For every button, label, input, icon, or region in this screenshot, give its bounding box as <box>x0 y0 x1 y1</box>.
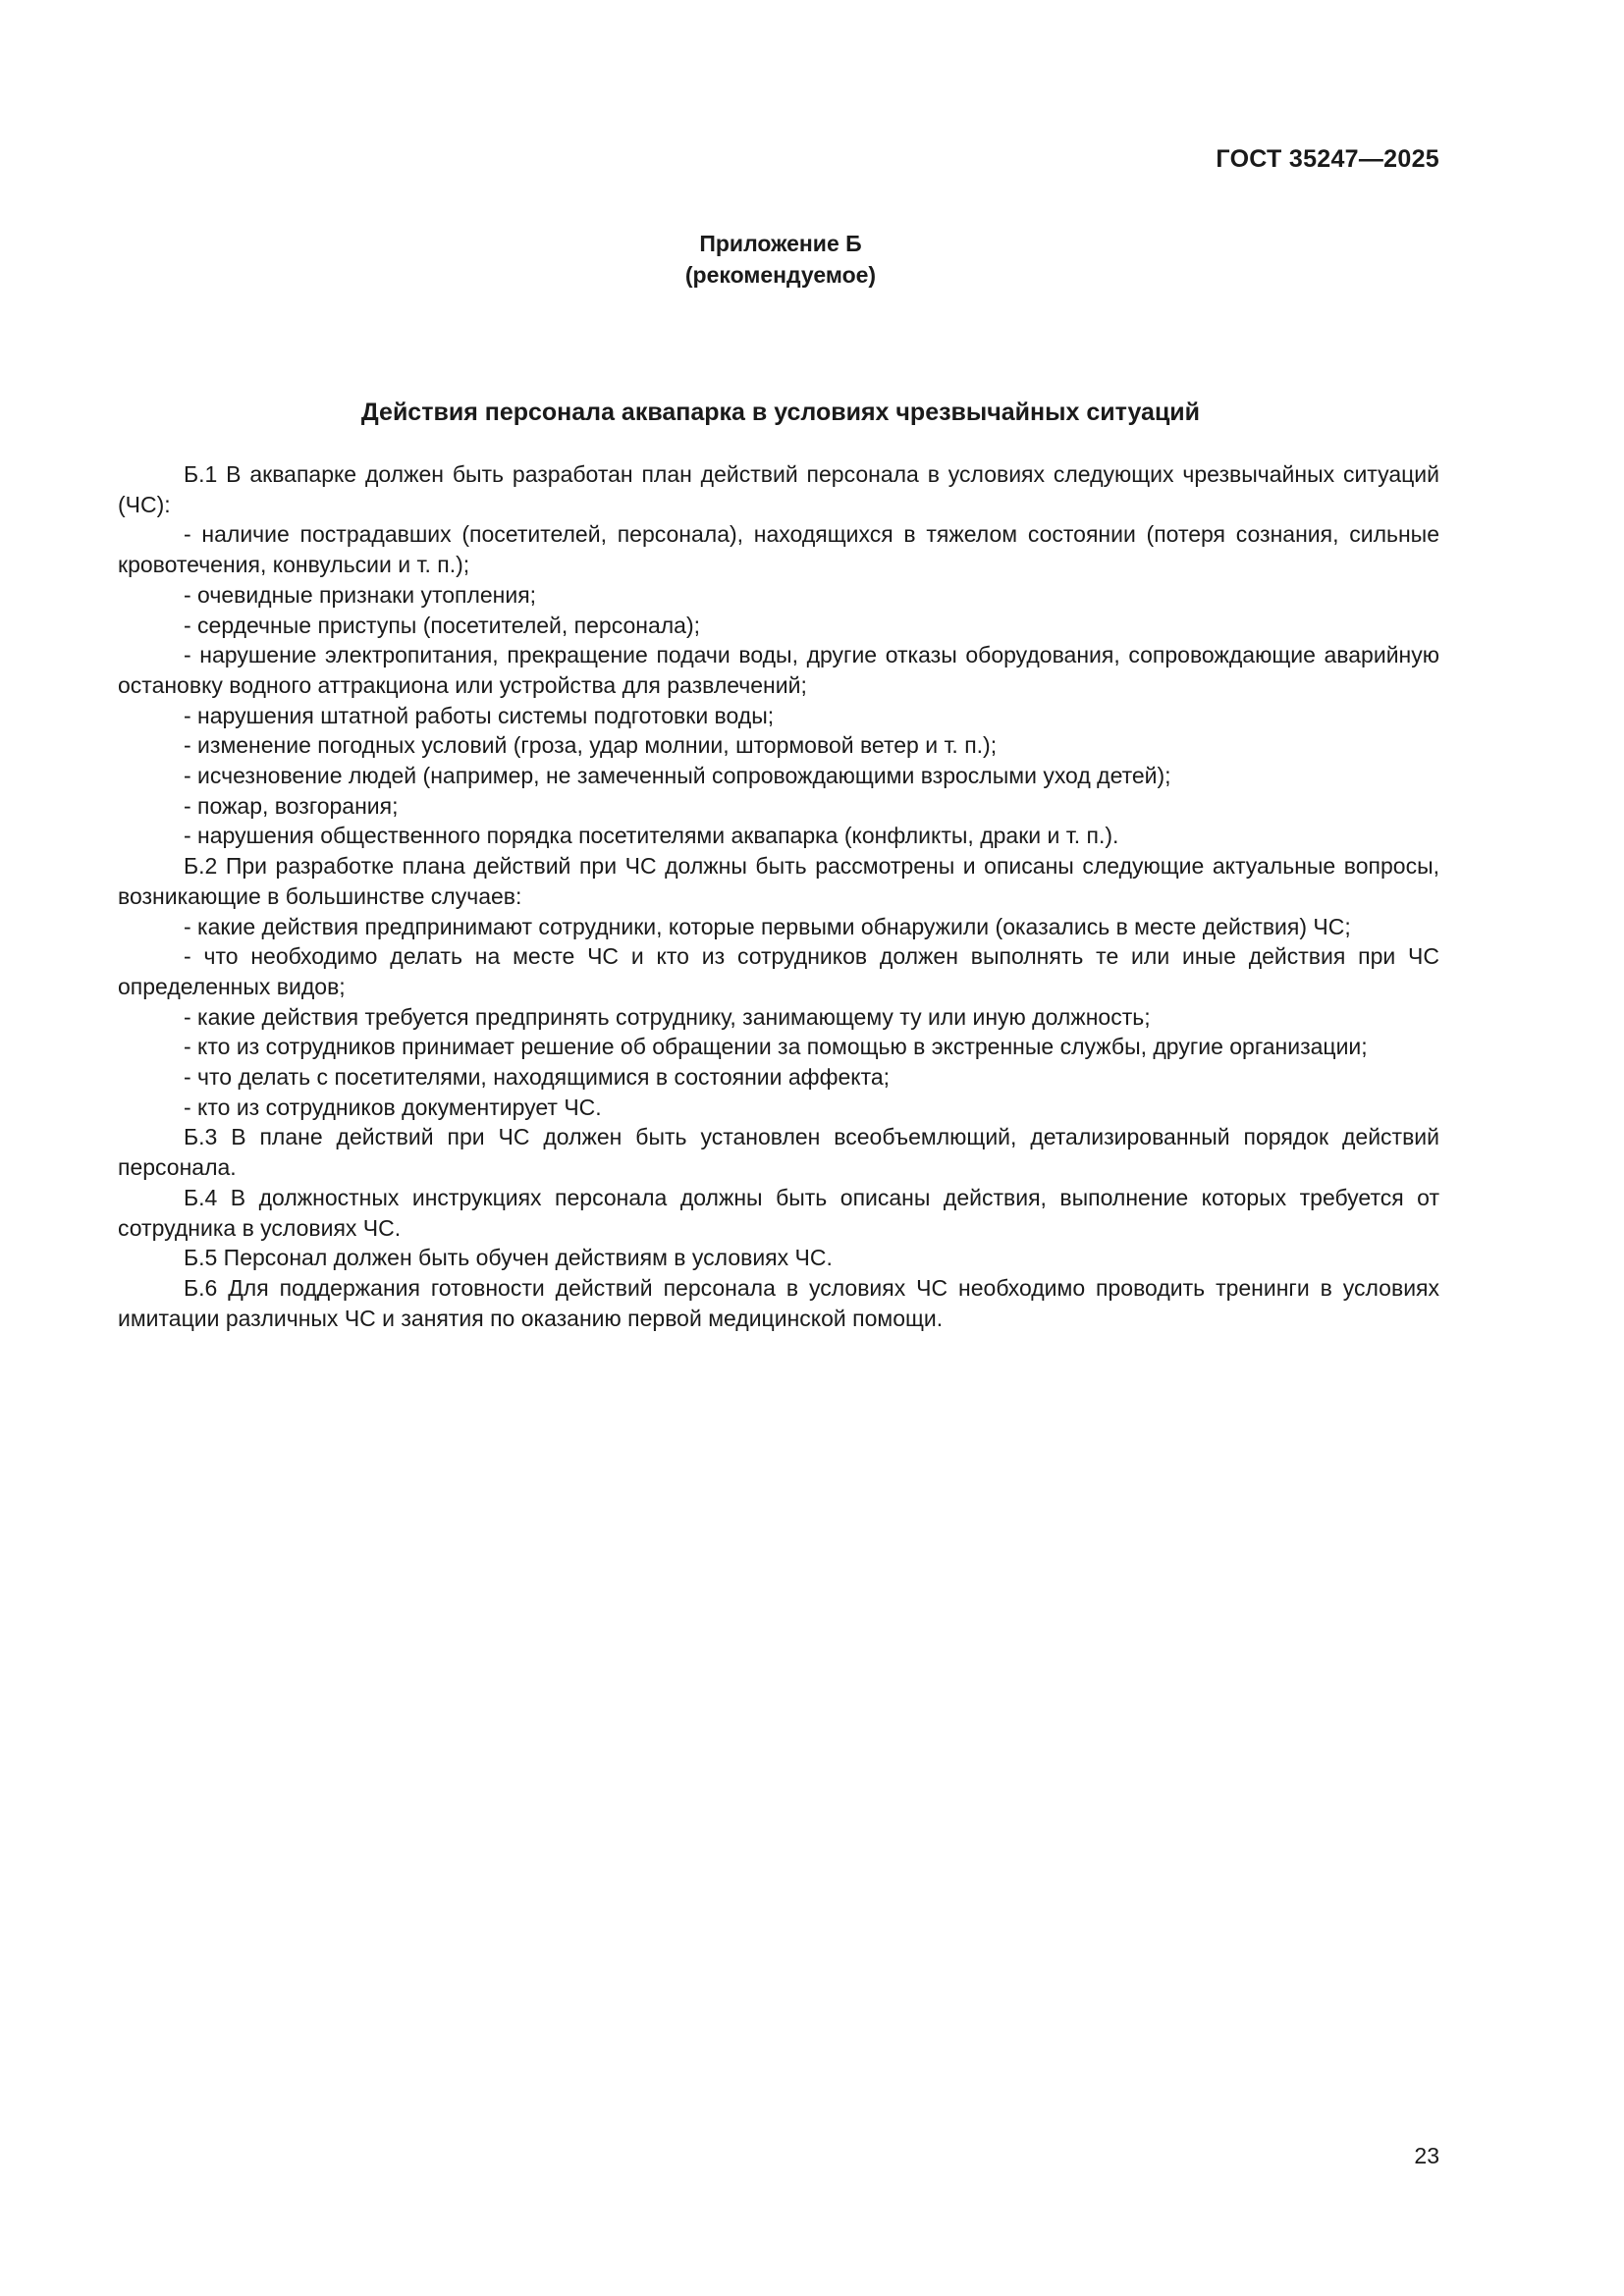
paragraph-b6: Б.6 Для поддержания готовности действий персонала в условиях ЧС необходимо проводить тренинги в условиях имитации различных ЧС и занятия по оказанию первой медицинской помощи. <box>118 1274 1439 1331</box>
list-item: - очевидные признаки утопления; <box>184 581 537 608</box>
page-number: 23 <box>1414 2143 1439 2168</box>
list-item: - кто из сотрудников принимает решение об обращении за помощью в экстренные службы, другие организации; <box>184 1034 1368 1060</box>
body-text <box>118 459 1439 1333</box>
paragraph-b2: Б.2 При разработке плана действий при ЧС должны быть рассмотрены и описаны следующие актуальные вопросы, возникающие в большинстве случаев: <box>118 853 1439 909</box>
list-item: - наличие пострадавших (посетителей, персонала), находящихся в тяжелом состоянии (потеря сознания, сильные кровотечения, конвульсии и т. п.); <box>118 521 1439 578</box>
list-item: - нарушения общественного порядка посетителями аквапарка (конфликты, драки и т. п.). <box>184 823 1119 849</box>
paragraph-b3: Б.3 В плане действий при ЧС должен быть установлен всеобъемлющий, детализированный порядок действий персонала. <box>118 1124 1439 1181</box>
list-item: - какие действия требуется предпринять сотруднику, занимающему ту или иную должность; <box>184 1003 1151 1030</box>
annex-type: (рекомендуемое) <box>684 262 877 288</box>
list-item: - нарушение электропитания, прекращение подачи воды, другие отказы оборудования, сопровождающие аварийную остановку водного аттракциона или устройства для развлечений; <box>118 642 1439 698</box>
annex-name: Приложение Б <box>699 231 862 256</box>
document-code: ГОСТ 35247—2025 <box>1216 145 1439 173</box>
list-item: - сердечные приступы (посетителей, персонала); <box>184 612 701 638</box>
paragraph-b4: Б.4 В должностных инструкциях персонала должны быть описаны действия, выполнение которых требуется от сотрудника в условиях ЧС. <box>118 1184 1439 1241</box>
list-item: - пожар, возгорания; <box>184 792 399 819</box>
list-item: - кто из сотрудников документирует ЧС. <box>184 1094 602 1120</box>
list-item: - какие действия предпринимают сотрудники, которые первыми обнаружили (оказались в месте действия) ЧС; <box>184 913 1351 939</box>
list-item: - изменение погодных условий (гроза, удар молнии, штормовой ветер и т. п.); <box>184 732 998 759</box>
list-item: - исчезновение людей (например, не замеченный сопровождающими взрослыми уход детей); <box>184 763 1171 789</box>
paragraph-b1: Б.1 В аквапарке должен быть разработан план действий персонала в условиях следующих чрезвычайных ситуаций (ЧС): <box>118 461 1439 517</box>
annex-heading <box>0 228 1561 291</box>
paragraph-b5: Б.5 Персонал должен быть обучен действиям в условиях ЧС. <box>184 1245 833 1271</box>
list-item: - что необходимо делать на месте ЧС и кто из сотрудников должен выполнять те или иные действия при ЧС определенных видов; <box>118 943 1439 999</box>
list-item: - что делать с посетителями, находящимися в состоянии аффекта; <box>184 1064 891 1091</box>
list-item: - нарушения штатной работы системы подготовки воды; <box>184 702 775 728</box>
section-title: Действия персонала аквапарка в условиях чрезвычайных ситуаций <box>360 399 1201 426</box>
